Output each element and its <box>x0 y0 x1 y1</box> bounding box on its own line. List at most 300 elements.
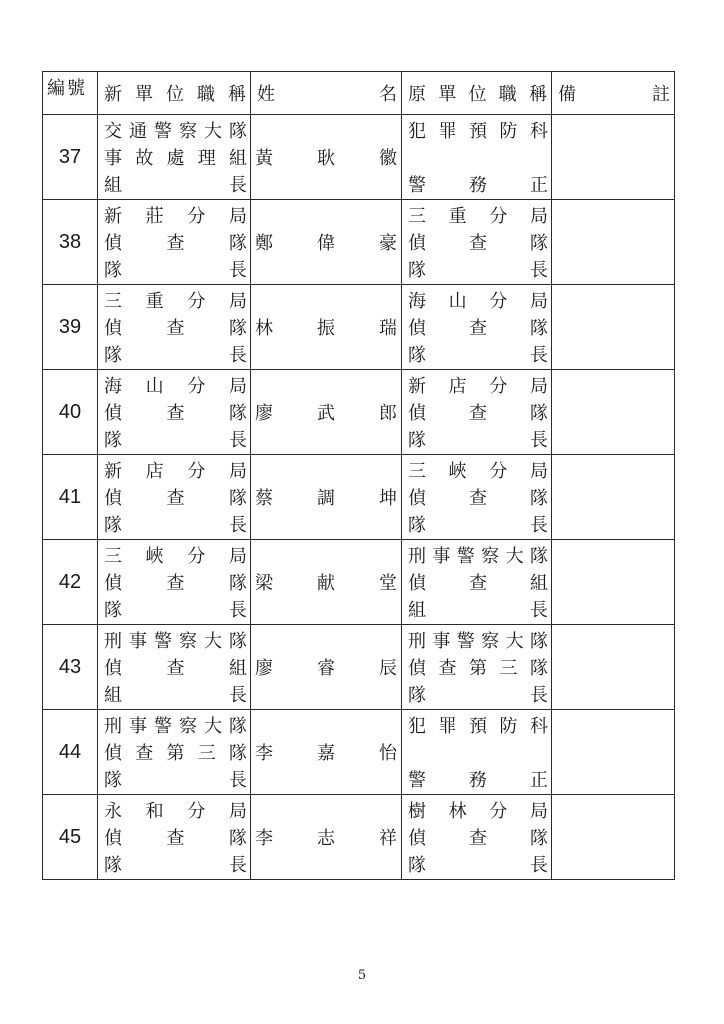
remark-cell <box>552 710 675 795</box>
person-name <box>251 484 401 510</box>
title-char: 查 <box>166 318 185 339</box>
old-position <box>402 712 551 793</box>
title-char: 分 <box>489 801 508 822</box>
new-position <box>98 287 250 368</box>
title-char: 查 <box>166 233 185 254</box>
title-char: 分 <box>187 376 206 397</box>
old-position-line-3 <box>408 426 548 453</box>
old-position-line-1 <box>408 797 548 824</box>
old-position-line-1 <box>408 627 548 654</box>
row-number: 43 <box>43 625 98 710</box>
title-char: 組 <box>229 148 247 169</box>
title-char: 正 <box>530 175 548 196</box>
title-char: 警 <box>408 770 426 791</box>
name-char: 李 <box>255 828 273 849</box>
title-char: 長 <box>229 685 247 706</box>
old-position-line-2 <box>408 144 548 171</box>
title-char: 長 <box>530 600 548 621</box>
old-position-cell <box>402 370 552 455</box>
old-position-line-2 <box>408 824 548 851</box>
new-position-line-2 <box>104 399 247 426</box>
title-char: 預 <box>469 716 487 737</box>
title-char: 大 <box>505 631 524 652</box>
title-char: 偵 <box>104 743 122 764</box>
old-position-line-3 <box>408 681 548 708</box>
old-position-line-1 <box>408 372 548 399</box>
new-position-line-1 <box>104 287 247 314</box>
old-position-line-2 <box>408 739 548 766</box>
title-char: 事 <box>129 716 147 737</box>
title-char: 隊 <box>229 233 247 254</box>
page-number: 5 <box>357 968 367 983</box>
new-position-line-3 <box>104 426 247 453</box>
title-char: 大 <box>204 716 222 737</box>
title-char: 隊 <box>104 430 122 451</box>
title-char: 警 <box>408 175 426 196</box>
person-name-cell <box>251 455 402 540</box>
title-char: 隊 <box>408 430 426 451</box>
new-position-line-1 <box>104 712 247 739</box>
name-char: 坤 <box>379 488 397 509</box>
name-char: 林 <box>255 318 273 339</box>
table-body <box>43 115 675 880</box>
new-position-cell <box>98 795 251 880</box>
title-char: 查 <box>166 403 185 424</box>
old-position <box>402 287 551 368</box>
title-char: 偵 <box>104 828 122 849</box>
title-char: 隊 <box>408 685 426 706</box>
title-char: 隊 <box>530 658 548 679</box>
title-char: 大 <box>505 546 524 567</box>
title-char: 組 <box>104 175 122 196</box>
title-char: 三 <box>408 206 426 227</box>
title-char: 偵 <box>104 573 122 594</box>
header-remark-a: 備 <box>558 84 576 105</box>
title-char: 長 <box>530 430 548 451</box>
title-char: 通 <box>129 121 147 142</box>
title-char: 犯 <box>408 716 426 737</box>
title-char: 店 <box>145 461 164 482</box>
old-position-line-3 <box>408 766 548 793</box>
name-char: 徽 <box>379 148 397 169</box>
new-position-line-1 <box>104 202 247 229</box>
title-char: 隊 <box>408 345 426 366</box>
title-char: 刑 <box>408 631 426 652</box>
title-char: 查 <box>469 573 487 594</box>
title-char: 隊 <box>229 828 247 849</box>
title-char: 新 <box>408 376 426 397</box>
new-position-line-1 <box>104 117 247 144</box>
table-row <box>43 455 675 540</box>
title-char: 查 <box>469 403 487 424</box>
title-char: 莊 <box>145 206 164 227</box>
old-position <box>402 117 551 198</box>
header-old-position-char: 職 <box>498 84 517 105</box>
title-char: 海 <box>104 376 122 397</box>
old-position-line-1 <box>408 202 548 229</box>
old-position-line-3 <box>408 851 548 878</box>
old-position-cell <box>402 455 552 540</box>
remark-cell <box>552 285 675 370</box>
title-char: 長 <box>530 260 548 281</box>
title-char: 偵 <box>408 233 426 254</box>
old-position <box>402 797 551 878</box>
title-char: 犯 <box>408 121 426 142</box>
title-char: 隊 <box>229 631 247 652</box>
new-position <box>98 202 250 283</box>
title-char: 隊 <box>229 403 247 424</box>
table-row <box>43 285 675 370</box>
title-char: 偵 <box>408 658 426 679</box>
new-position-cell <box>98 455 251 540</box>
title-char: 局 <box>228 546 247 567</box>
name-char: 郎 <box>379 403 397 424</box>
title-char: 組 <box>408 600 426 621</box>
row-number: 45 <box>43 795 98 880</box>
title-char: 隊 <box>529 546 548 567</box>
title-char: 隊 <box>229 121 247 142</box>
title-char: 局 <box>529 801 548 822</box>
new-position <box>98 542 250 623</box>
new-position-line-3 <box>104 851 247 878</box>
new-position-line-3 <box>104 596 247 623</box>
new-position-line-2 <box>104 314 247 341</box>
new-position-cell <box>98 370 251 455</box>
title-char: 三 <box>408 461 426 482</box>
title-char: 隊 <box>530 318 548 339</box>
old-position <box>402 627 551 708</box>
name-char: 蔡 <box>255 488 273 509</box>
new-position-cell <box>98 285 251 370</box>
title-char: 刑 <box>104 631 122 652</box>
header-old-position-char: 原 <box>408 84 426 105</box>
row-number: 44 <box>43 710 98 795</box>
old-position <box>402 372 551 453</box>
row-number: 37 <box>43 115 98 200</box>
title-char: 隊 <box>104 345 122 366</box>
name-char: 志 <box>317 828 335 849</box>
title-char: 科 <box>530 121 548 142</box>
new-position <box>98 372 250 453</box>
remark-cell <box>552 370 675 455</box>
header-name-a: 姓 <box>257 84 275 105</box>
personnel-table <box>42 71 675 880</box>
name-char: 瑞 <box>379 318 397 339</box>
old-position-cell <box>402 795 552 880</box>
old-position-cell <box>402 625 552 710</box>
title-char: 長 <box>530 855 548 876</box>
name-char: 黃 <box>255 148 273 169</box>
title-char: 查 <box>469 233 487 254</box>
person-name-cell <box>251 285 402 370</box>
name-char: 豪 <box>379 233 397 254</box>
title-char: 查 <box>469 828 487 849</box>
new-position <box>98 457 250 538</box>
person-name <box>251 569 401 595</box>
row-number: 40 <box>43 370 98 455</box>
header-old-position <box>402 72 551 114</box>
title-char: 新 <box>104 206 122 227</box>
person-name-cell <box>251 795 402 880</box>
title-char: 局 <box>529 291 548 312</box>
title-char: 長 <box>229 345 247 366</box>
title-char: 事 <box>432 546 451 567</box>
header-old-position-char: 單 <box>438 84 457 105</box>
title-char: 查 <box>166 488 185 509</box>
title-char: 事 <box>129 631 147 652</box>
title-char: 偵 <box>408 828 426 849</box>
title-char: 偵 <box>408 318 426 339</box>
new-position-line-2 <box>104 144 247 171</box>
header-new-position-char: 單 <box>135 84 153 105</box>
title-char: 長 <box>229 855 247 876</box>
title-char: 正 <box>530 770 548 791</box>
header-number-cell <box>43 72 98 115</box>
title-char: 隊 <box>229 318 247 339</box>
title-char: 處 <box>166 148 185 169</box>
new-position-line-2 <box>104 229 247 256</box>
header-name-cell <box>251 72 402 115</box>
old-position-line-1 <box>408 287 548 314</box>
title-char: 局 <box>228 291 247 312</box>
title-char: 長 <box>530 515 548 536</box>
title-char: 偵 <box>104 233 122 254</box>
old-position-line-3 <box>408 511 548 538</box>
title-char: 查 <box>469 488 487 509</box>
new-position <box>98 627 250 708</box>
title-char: 長 <box>229 515 247 536</box>
title-char: 局 <box>228 801 247 822</box>
title-char: 山 <box>448 291 467 312</box>
title-char: 組 <box>229 658 247 679</box>
person-name <box>251 229 401 255</box>
header-name-b: 名 <box>379 84 397 105</box>
title-char: 大 <box>204 121 222 142</box>
title-char: 峽 <box>448 461 467 482</box>
name-char: 怡 <box>379 743 397 764</box>
old-position-line-3 <box>408 341 548 368</box>
title-char: 偵 <box>408 403 426 424</box>
title-char: 三 <box>104 291 122 312</box>
old-position-cell <box>402 200 552 285</box>
new-position-line-3 <box>104 171 247 198</box>
old-position-cell <box>402 285 552 370</box>
title-char: 永 <box>104 801 122 822</box>
remark-cell <box>552 795 675 880</box>
title-char: 分 <box>489 376 508 397</box>
person-name <box>251 314 401 340</box>
old-position-cell <box>402 540 552 625</box>
title-char: 長 <box>229 430 247 451</box>
new-position <box>98 797 250 878</box>
row-number: 39 <box>43 285 98 370</box>
new-position-line-2 <box>104 484 247 511</box>
remark-cell <box>552 115 675 200</box>
remark-cell <box>552 625 675 710</box>
header-row <box>43 72 675 115</box>
title-char: 察 <box>179 121 197 142</box>
title-char: 局 <box>228 376 247 397</box>
new-position-line-2 <box>104 569 247 596</box>
title-char: 分 <box>187 291 206 312</box>
title-char: 分 <box>489 291 508 312</box>
name-char: 耿 <box>317 148 335 169</box>
person-name <box>251 144 401 170</box>
title-char: 偵 <box>104 318 122 339</box>
header-new-position-char: 職 <box>197 84 215 105</box>
new-position-line-3 <box>104 341 247 368</box>
header-new-position <box>98 72 250 114</box>
title-char: 查 <box>166 828 185 849</box>
new-position-cell <box>98 710 251 795</box>
old-position-line-1 <box>408 117 548 144</box>
title-char: 山 <box>145 376 164 397</box>
table-row <box>43 200 675 285</box>
title-char: 偵 <box>104 403 122 424</box>
title-char: 局 <box>228 206 247 227</box>
title-char: 查 <box>166 573 185 594</box>
old-position-cell <box>402 115 552 200</box>
title-char: 隊 <box>229 743 247 764</box>
title-char: 隊 <box>408 515 426 536</box>
new-position <box>98 117 250 198</box>
header-number: 編號 <box>47 78 87 99</box>
old-position-line-2 <box>408 484 548 511</box>
new-position-line-3 <box>104 256 247 283</box>
old-position-line-3 <box>408 596 548 623</box>
title-char: 偵 <box>104 488 122 509</box>
title-char: 林 <box>448 801 467 822</box>
title-char: 察 <box>179 631 197 652</box>
title-char: 罪 <box>438 121 457 142</box>
table-row <box>43 625 675 710</box>
title-char: 事 <box>104 148 122 169</box>
name-char: 武 <box>317 403 335 424</box>
title-char: 隊 <box>530 488 548 509</box>
old-position-line-2 <box>408 314 548 341</box>
name-char: 鄭 <box>255 233 273 254</box>
title-char: 第 <box>166 743 185 764</box>
row-number: 42 <box>43 540 98 625</box>
name-char: 献 <box>317 573 335 594</box>
title-char: 隊 <box>104 855 122 876</box>
new-position-line-2 <box>104 739 247 766</box>
old-position <box>402 457 551 538</box>
title-char: 隊 <box>530 828 548 849</box>
title-char: 防 <box>499 121 518 142</box>
title-char: 隊 <box>104 260 122 281</box>
title-char: 和 <box>145 801 164 822</box>
old-position-line-2 <box>408 399 548 426</box>
header-old-position-cell <box>402 72 552 115</box>
person-name-cell <box>251 625 402 710</box>
old-position-line-2 <box>408 229 548 256</box>
title-char: 隊 <box>229 573 247 594</box>
title-char: 長 <box>229 175 247 196</box>
title-char: 重 <box>145 291 164 312</box>
new-position-line-2 <box>104 824 247 851</box>
title-char: 刑 <box>408 546 426 567</box>
name-char: 振 <box>317 318 335 339</box>
title-char: 長 <box>229 770 247 791</box>
title-char: 大 <box>204 631 222 652</box>
old-position-line-1 <box>408 712 548 739</box>
title-char: 第 <box>469 658 487 679</box>
name-char: 李 <box>255 743 273 764</box>
table-row <box>43 710 675 795</box>
title-char: 隊 <box>229 716 247 737</box>
person-name <box>251 739 401 765</box>
title-char: 分 <box>187 461 206 482</box>
title-char: 務 <box>469 175 487 196</box>
title-char: 察 <box>481 631 500 652</box>
title-char: 組 <box>530 573 548 594</box>
title-char: 查 <box>469 318 487 339</box>
new-position <box>98 712 250 793</box>
remark-cell <box>552 455 675 540</box>
person-name <box>251 824 401 850</box>
title-char: 分 <box>187 206 206 227</box>
name-char: 睿 <box>317 658 335 679</box>
header-name <box>251 72 401 114</box>
title-char: 防 <box>499 716 518 737</box>
person-name <box>251 654 401 680</box>
title-char: 峽 <box>145 546 164 567</box>
title-char: 警 <box>154 631 172 652</box>
new-position-cell <box>98 625 251 710</box>
title-char: 局 <box>529 461 548 482</box>
title-char: 局 <box>228 461 247 482</box>
person-name <box>251 399 401 425</box>
title-char: 分 <box>187 546 206 567</box>
new-position-line-1 <box>104 457 247 484</box>
old-position <box>402 542 551 623</box>
title-char: 三 <box>197 743 216 764</box>
title-char: 重 <box>448 206 467 227</box>
title-char: 組 <box>104 685 122 706</box>
name-char: 堂 <box>379 573 397 594</box>
header-old-position-char: 稱 <box>529 84 547 105</box>
title-char: 務 <box>469 770 487 791</box>
title-char: 隊 <box>530 403 548 424</box>
title-char: 隊 <box>104 600 122 621</box>
title-char: 查 <box>135 743 154 764</box>
old-position-line-3 <box>408 256 548 283</box>
name-char: 調 <box>317 488 335 509</box>
old-position-line-2 <box>408 569 548 596</box>
title-char: 隊 <box>229 488 247 509</box>
title-char: 理 <box>197 148 216 169</box>
person-name-cell <box>251 115 402 200</box>
title-char: 隊 <box>529 631 548 652</box>
remark-cell <box>552 200 675 285</box>
title-char: 偵 <box>408 573 426 594</box>
name-char: 梁 <box>255 573 273 594</box>
title-char: 警 <box>456 546 475 567</box>
title-char: 警 <box>154 716 172 737</box>
new-position-line-1 <box>104 542 247 569</box>
new-position-line-3 <box>104 511 247 538</box>
remark-cell <box>552 540 675 625</box>
title-char: 交 <box>104 121 122 142</box>
old-position <box>402 202 551 283</box>
new-position-line-1 <box>104 372 247 399</box>
title-char: 偵 <box>408 488 426 509</box>
new-position-line-1 <box>104 797 247 824</box>
title-char: 隊 <box>104 770 122 791</box>
title-char: 刑 <box>104 716 122 737</box>
person-name-cell <box>251 710 402 795</box>
